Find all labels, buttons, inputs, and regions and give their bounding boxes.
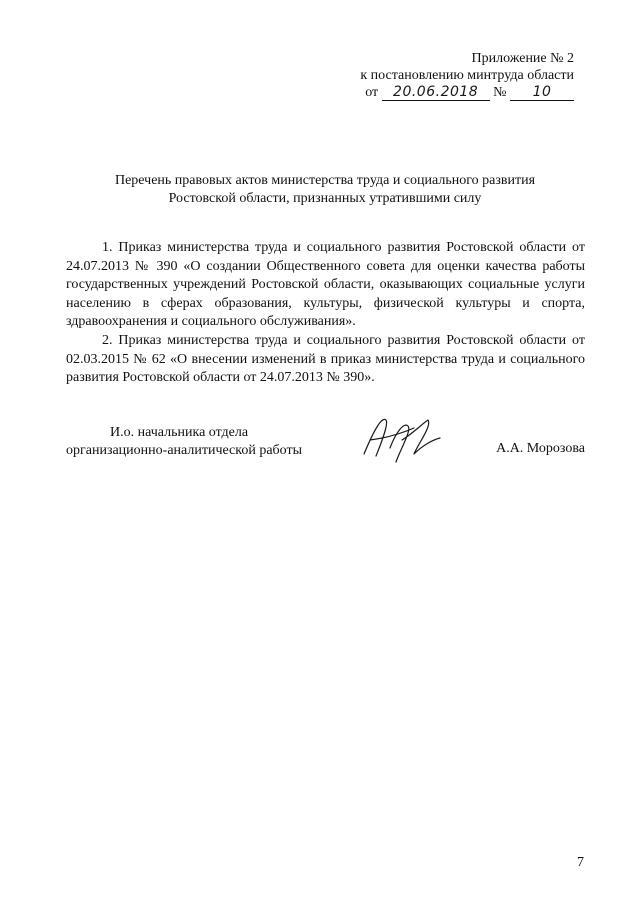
document-title bbox=[60, 172, 590, 208]
list-item: 2. Приказ министерства труда и социального развития Ростовской области от 02.03.2015 № 62 «О внесении изменений в приказ министерства труда и социального развития Ростовской области от 24.07.2013 № 390». bbox=[66, 332, 585, 386]
title-line-1: Перечень правовых актов министерства труда и социального развития bbox=[114, 173, 536, 188]
date-prefix: от bbox=[365, 85, 379, 100]
list-item: 1. Приказ министерства труда и социального развития Ростовской области от 24.07.2013 № 390 «О создании Общественного совета для оценки качества работы государственных учреждений Ростовской области, оказывающих социальные услуги населению в сферах образования, культуры, физической культуры и спорта, здравоохранения и социального обслуживания». bbox=[66, 240, 585, 330]
position-line-2: организационно-аналитической работы bbox=[66, 443, 303, 458]
position-line-1: И.о. начальника отдела bbox=[110, 425, 249, 440]
document-body bbox=[66, 239, 585, 388]
date-number-line bbox=[314, 84, 574, 101]
number-prefix: № bbox=[493, 85, 507, 100]
title-line-2: Ростовской области, признанных утратившими силу bbox=[168, 191, 482, 206]
handwritten-signature-icon bbox=[356, 410, 446, 470]
handwritten-number: 10 bbox=[510, 84, 574, 101]
resolution-line: к постановлению минтруда области bbox=[360, 68, 574, 83]
signer-name: А.А. Морозова bbox=[496, 441, 585, 456]
appendix-header bbox=[314, 50, 574, 101]
signature-block bbox=[66, 424, 585, 484]
signer-position bbox=[66, 424, 302, 460]
handwritten-date: 20.06.2018 bbox=[382, 84, 490, 101]
appendix-label: Приложение № 2 bbox=[471, 51, 574, 66]
page-number: 7 bbox=[577, 855, 584, 870]
